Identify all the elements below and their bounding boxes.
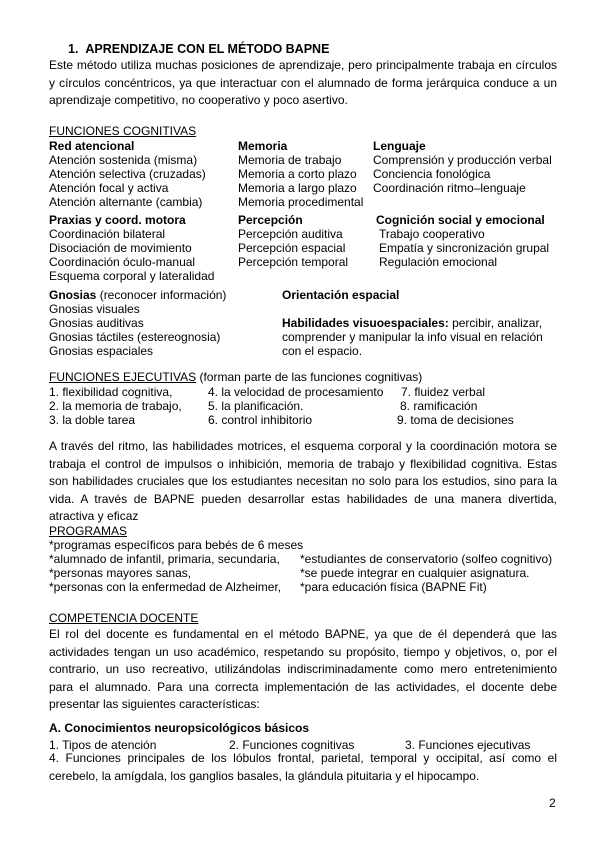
list-item: Percepción espacial [238, 241, 346, 255]
praxias-heading: Praxias y coord. motora [49, 213, 186, 227]
list-item: *para educación física (BAPNE Fit) [300, 580, 487, 594]
praxias-column [49, 213, 214, 283]
percepcion-column [238, 213, 348, 269]
list-item: 8. ramificación [400, 399, 478, 413]
list-item: Conciencia fonológica [373, 167, 491, 181]
intro-paragraph: Este método utiliza muchas posiciones de aprendizaje, pero principalmente trabaja en círculos y círculos concéntricos, ya que interactuar con el alumnado de forma jerárquica conduce a un aprendizaje competitivo, no cooperativo y poco asertivo. [49, 58, 557, 107]
list-item: Gnosias visuales [49, 302, 140, 316]
competencia-paragraph: El rol del docente es fundamental en el método BAPNE, ya que de él dependerá que las actividades tengan un uso académico, respetando su propósito, tiempo y objetivos, o, por el contrario, un uso recreativo, utilizándolas indiscriminadamente como mero entretenimiento para el alumnado. Para una correcta implementación de las actividades, el docente debe presentar las siguientes características: [49, 627, 557, 711]
red-atencional-heading: Red atencional [49, 139, 135, 153]
list-item: *personas mayores sanas, [49, 566, 192, 580]
memoria-heading: Memoria [238, 139, 288, 153]
list-item: *se puede integrar en cualquier asignatura. [300, 566, 530, 580]
habilidades-heading: Habilidades visuoespaciales: [282, 316, 449, 330]
list-item: Percepción auditiva [238, 227, 343, 241]
cognicion-social-heading: Cognición social y emocional [376, 213, 545, 227]
list-item: 6. control inhibitorio [208, 413, 313, 427]
list-item: *alumnado de infantil, primaria, secundaria, [49, 552, 280, 566]
funciones-ejecutivas-heading-line [49, 370, 422, 384]
conocimientos-heading: A. Conocimientos neuropsicológicos básicos [49, 721, 310, 735]
list-item: Gnosias táctiles (estereognosia) [49, 330, 221, 344]
list-item: 9. toma de decisiones [397, 413, 514, 427]
list-item: Coordinación ritmo–lenguaje [373, 181, 526, 195]
list-item: Esquema corporal y lateralidad [49, 269, 215, 283]
memoria-column [238, 139, 363, 209]
list-item: Memoria procedimental [238, 195, 364, 209]
programas-heading: PROGRAMAS [49, 524, 128, 538]
list-item: Trabajo cooperativo [379, 227, 485, 241]
list-item: Memoria a largo plazo [238, 181, 357, 195]
list-item: 1. flexibilidad cognitiva, [49, 385, 173, 399]
conocimientos-item-3: 3. Funciones ejecutivas [405, 738, 531, 752]
page-number: 2 [549, 796, 556, 810]
title-number: 1. [68, 42, 79, 56]
cognicion-social-column [376, 213, 549, 269]
programas-first: *programas específicos para bebés de 6 meses [49, 538, 304, 552]
funciones-ejecutivas-heading: FUNCIONES EJECUTIVAS [49, 370, 197, 384]
list-item: Percepción temporal [238, 255, 349, 269]
conocimientos-item-4: 4. Funciones principales de los lóbulos frontal, parietal, temporal y occipital, así como el cerebelo, la amígdala, los ganglios basales, la glándula pituitaria y el hipocampo. [49, 751, 557, 783]
gnosias-column [49, 288, 226, 358]
ejecutivas-col-3 [397, 385, 514, 427]
programas-left-column [49, 552, 281, 594]
list-item: Comprensión y producción verbal [373, 153, 552, 167]
gnosias-heading: Gnosias [49, 288, 97, 302]
competencia-heading: COMPETENCIA DOCENTE [49, 611, 199, 625]
conocimientos-item-1: 1. Tipos de atención [49, 738, 157, 752]
ritmo-paragraph: A través del ritmo, las habilidades motrices, el esquema corporal y la coordinación motora se trabaja el control de impulsos o inhibición, memoria de trabajo y flexibilidad cognitiva. Estas son habilidades cruciales que los estudiantes necesitan no solo para los estudios, sino para la vida. A través de BAPNE pueden desarrollar estas habilidades de una manera divertida, atractiva y eficaz [49, 439, 557, 523]
list-item: 4. la velocidad de procesamiento [208, 385, 384, 399]
list-item: Gnosias auditivas [49, 316, 144, 330]
list-item: Coordinación óculo-manual [49, 255, 196, 269]
ejecutivas-col-1 [49, 385, 182, 427]
list-item: 5. la planificación. [208, 399, 304, 413]
orientacion-heading: Orientación espacial [282, 288, 400, 302]
list-item: Atención alternante (cambia) [49, 195, 203, 209]
list-item: Gnosias espaciales [49, 344, 154, 358]
list-item: Memoria a corto plazo [238, 167, 357, 181]
conocimientos-item-2: 2. Funciones cognitivas [229, 738, 355, 752]
list-item: Empatía y sincronización grupal [379, 241, 550, 255]
page-title [68, 42, 329, 56]
list-item: *estudiantes de conservatorio (solfeo cognitivo) [300, 552, 553, 566]
list-item: Disociación de movimiento [49, 241, 192, 255]
list-item: Atención focal y activa [49, 181, 169, 195]
list-item: Atención selectiva (cruzadas) [49, 167, 206, 181]
list-item: 7. fluidez verbal [401, 385, 486, 399]
list-item: Memoria de trabajo [238, 153, 342, 167]
programas-right-column [300, 552, 552, 594]
title-text: APRENDIZAJE CON EL MÉTODO BAPNE [85, 42, 330, 56]
habilidades-block: Habilidades visuoespaciales: percibir, analizar, comprender y manipular la info visual en relación con el espacio. [282, 316, 543, 358]
list-item: Atención sostenida (misma) [49, 153, 198, 167]
funciones-ejecutivas-note: (forman parte de las funciones cognitivas) [196, 370, 423, 384]
list-item: *personas con la enfermedad de Alzheimer, [49, 580, 282, 594]
list-item: Coordinación bilateral [49, 227, 166, 241]
gnosias-note: (reconocer información) [96, 288, 227, 302]
lenguaje-heading: Lenguaje [373, 139, 426, 153]
list-item: Regulación emocional [379, 255, 498, 269]
funciones-cognitivas-heading: FUNCIONES COGNITIVAS [49, 124, 197, 138]
list-item: 3. la doble tarea [49, 413, 136, 427]
list-item: 2. la memoria de trabajo, [49, 399, 182, 413]
red-atencional-column [49, 139, 206, 209]
lenguaje-column [373, 139, 552, 195]
ejecutivas-col-2 [208, 385, 383, 427]
percepcion-heading: Percepción [238, 213, 303, 227]
